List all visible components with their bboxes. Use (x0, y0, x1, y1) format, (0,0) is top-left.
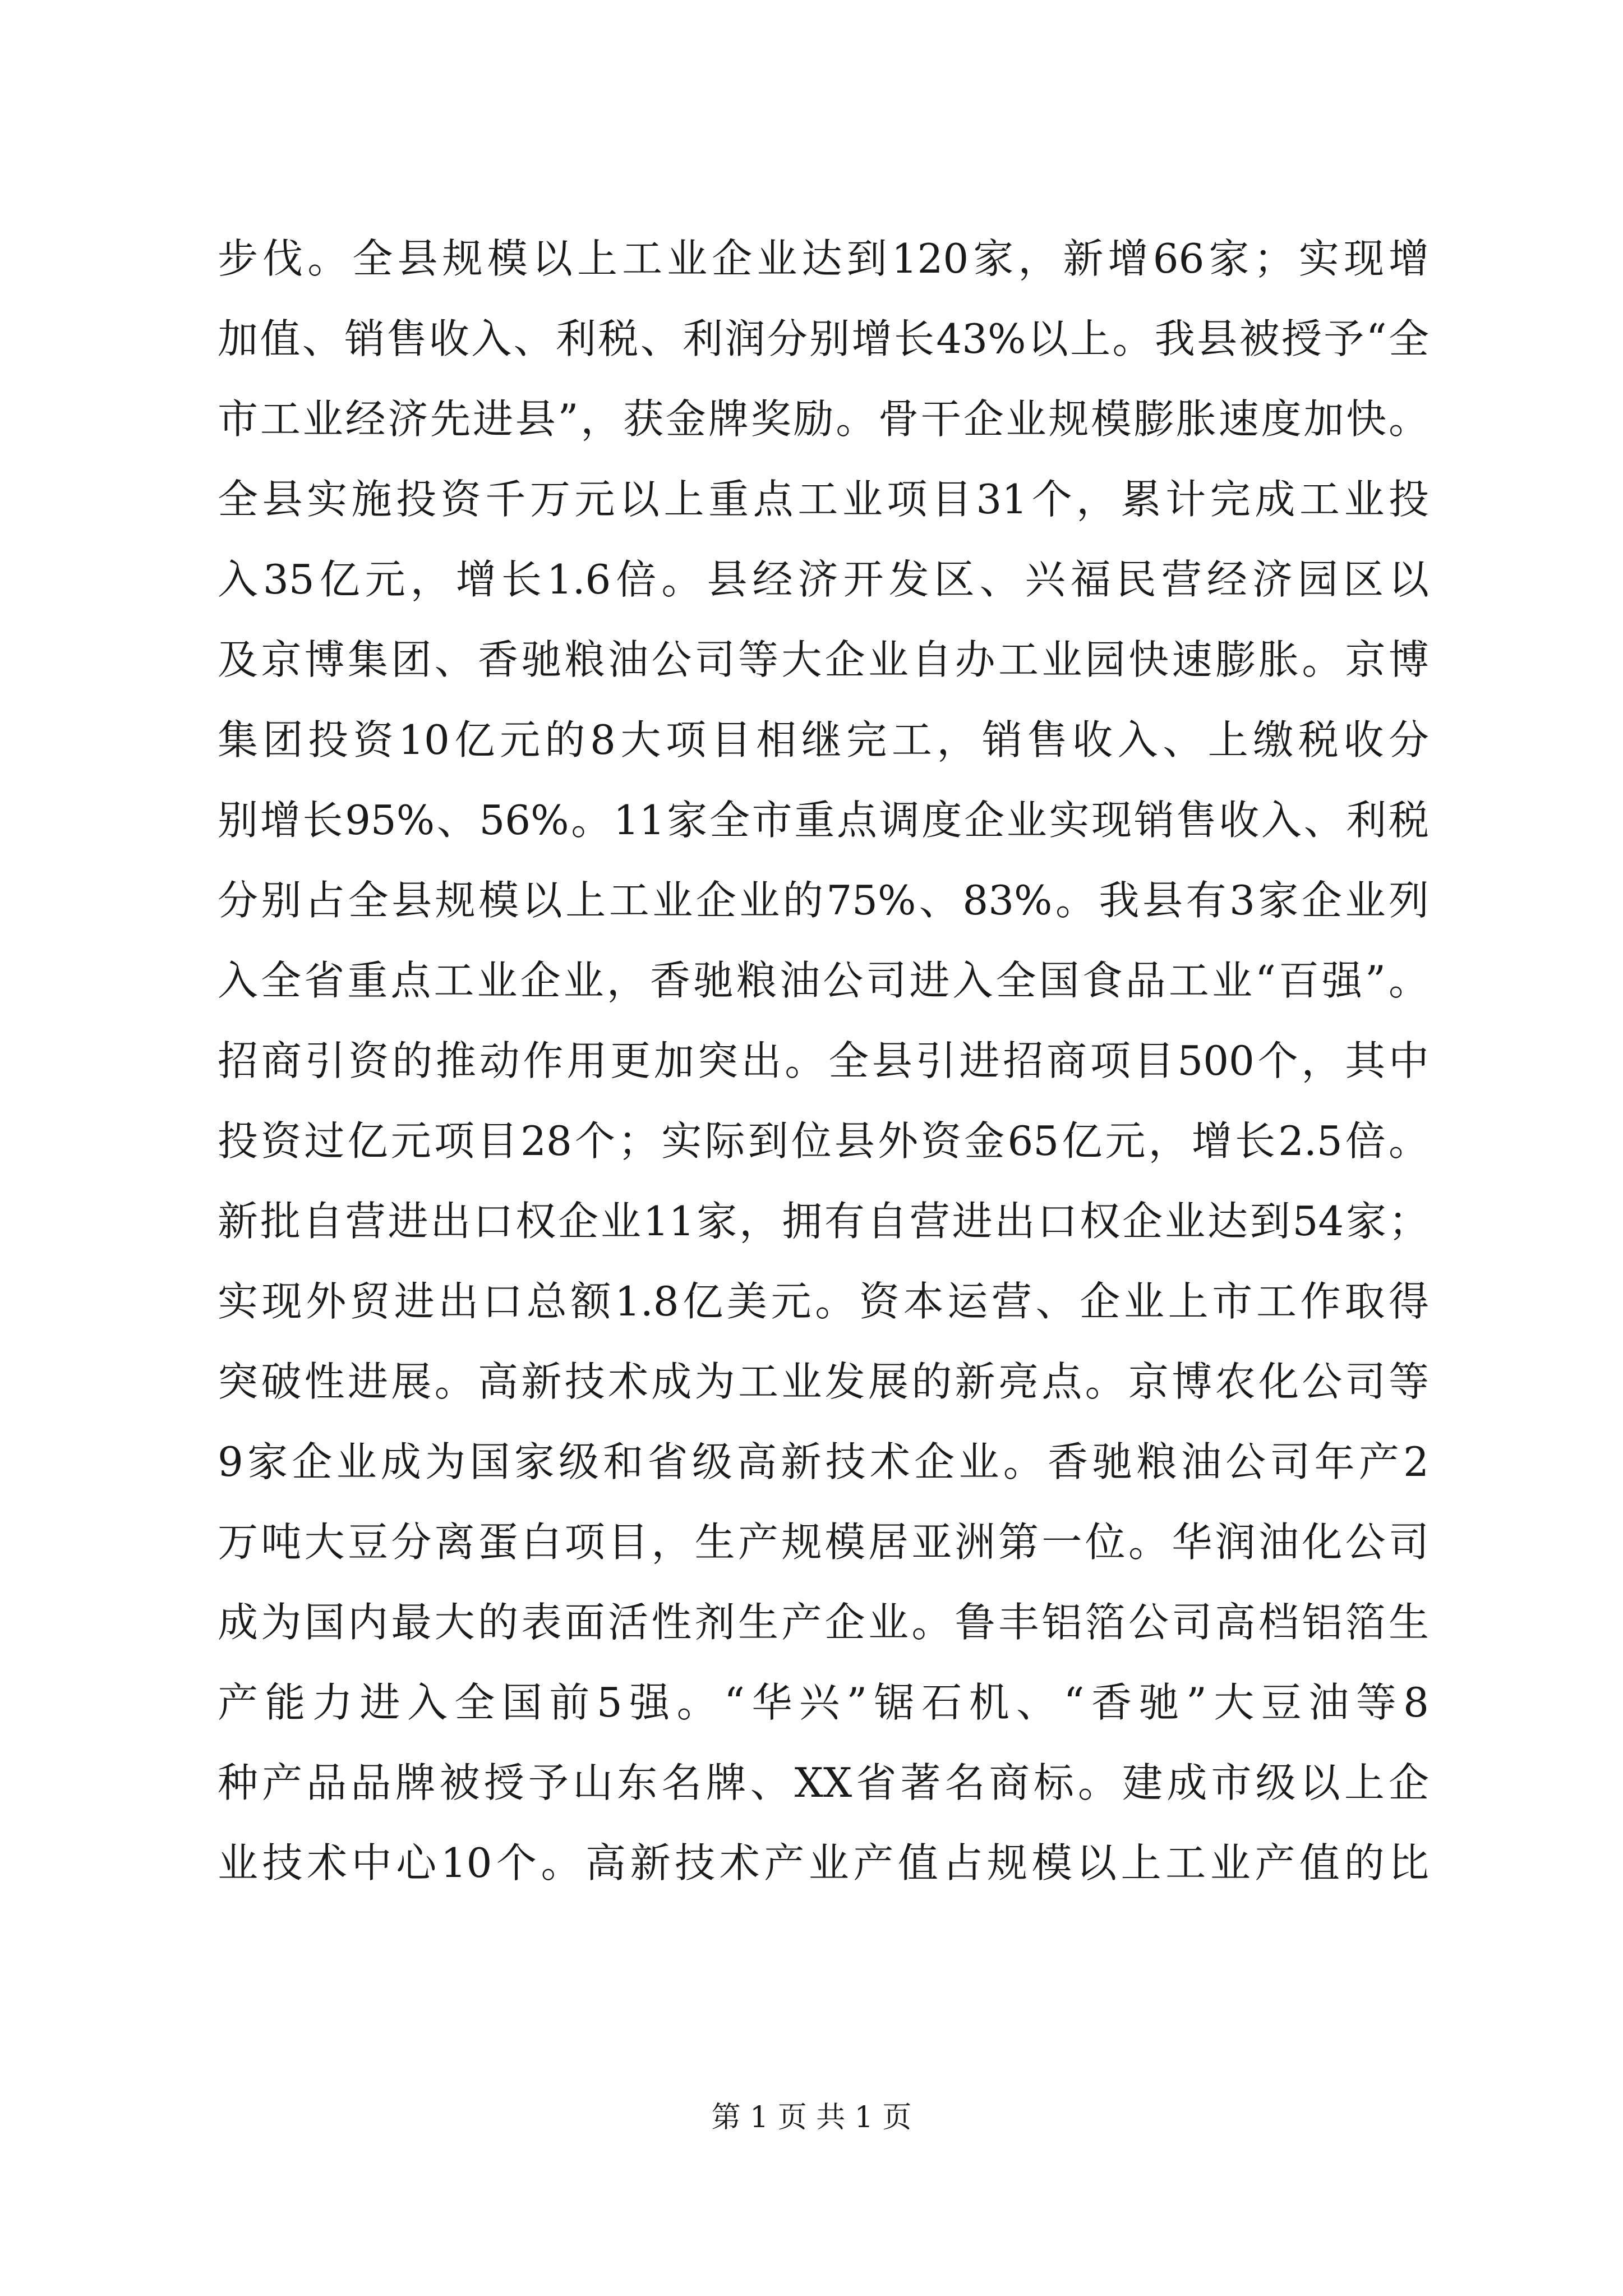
text-line: 分别占全县规模以上工业企业的75%、83%。我县有3家企业列 (218, 877, 1429, 924)
text-line: 9家企业成为国家级和省级高新技术企业。香驰粮油公司年产2 (218, 1438, 1429, 1485)
text-line: 产能力进入全国前5强。“华兴”锯石机、“香驰”大豆油等8 (218, 1679, 1429, 1726)
text-line: 全县实施投资千万元以上重点工业项目31个，累计完成工业投 (218, 476, 1429, 523)
text-line: 新批自营进出口权企业11家，拥有自营进出口权企业达到54家； (218, 1198, 1429, 1245)
text-line: 实现外贸进出口总额1.8亿美元。资本运营、企业上市工作取得 (218, 1278, 1429, 1325)
text-line: 及京博集团、香驰粮油公司等大企业自办工业园快速膨胀。京博 (218, 636, 1429, 683)
text-line: 入35亿元，增长1.6倍。县经济开发区、兴福民营经济园区以 (218, 556, 1429, 603)
text-line: 成为国内最大的表面活性剂生产企业。鲁丰铝箔公司高档铝箔生 (218, 1599, 1429, 1646)
text-line: 市工业经济先进县”，获金牌奖励。骨干企业规模膨胀速度加快。 (218, 395, 1429, 443)
text-line: 别增长95%、56%。11家全市重点调度企业实现销售收入、利税 (218, 797, 1429, 844)
text-line: 步伐。全县规模以上工业企业达到120家，新增66家；实现增 (218, 235, 1429, 282)
text-line: 万吨大豆分离蛋白项目，生产规模居亚洲第一位。华润油化公司 (218, 1519, 1429, 1566)
text-line: 入全省重点工业企业，香驰粮油公司进入全国食品工业“百强”。 (218, 957, 1429, 1004)
text-line: 种产品品牌被授予山东名牌、XX省著名商标。建成市级以上企 (218, 1759, 1429, 1806)
body-text (218, 219, 1429, 1903)
text-line: 突破性进展。高新技术成为工业发展的新亮点。京博农化公司等 (218, 1358, 1429, 1405)
text-line: 加值、销售收入、利税、利润分别增长43%以上。我县被授予“全 (218, 315, 1429, 362)
text-line: 投资过亿元项目28个；实际到位县外资金65亿元，增长2.5倍。 (218, 1117, 1429, 1165)
text-line: 集团投资10亿元的8大项目相继完工，销售收入、上缴税收分 (218, 716, 1429, 763)
text-line: 招商引资的推动作用更加突出。全县引进招商项目500个，其中 (218, 1037, 1429, 1084)
text-line: 业技术中心10个。高新技术产业产值占规模以上工业产值的比 (218, 1839, 1429, 1887)
page-footer: 第 1 页 共 1 页 (711, 2101, 912, 2134)
